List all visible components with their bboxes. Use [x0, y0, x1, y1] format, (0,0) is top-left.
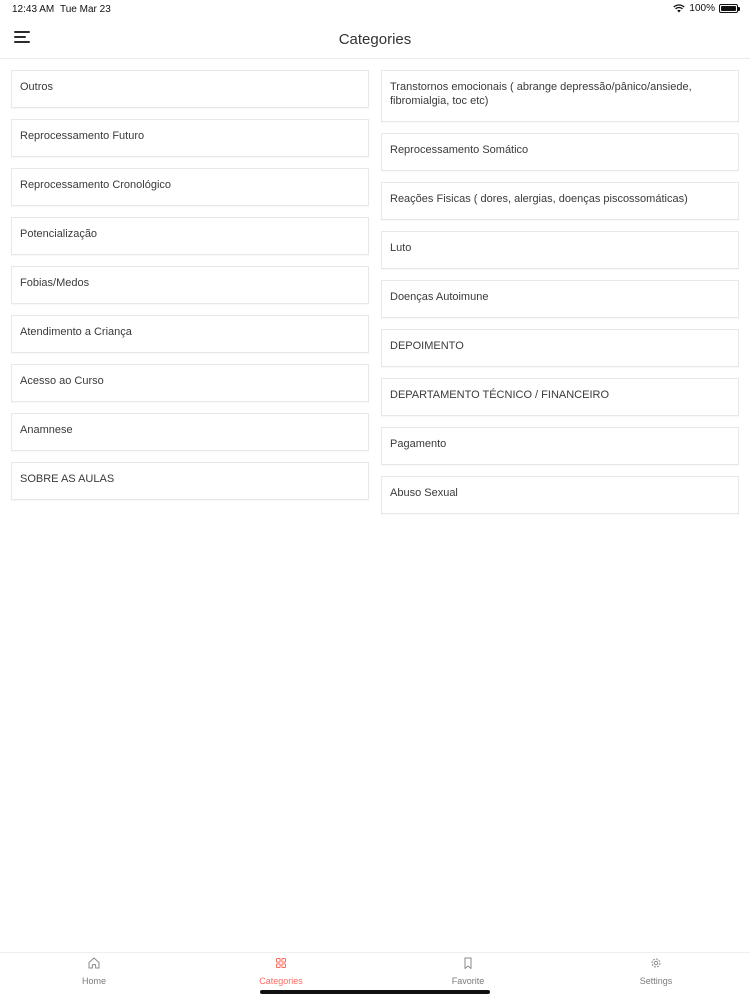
- category-column-right: [381, 70, 739, 514]
- tab-settings[interactable]: [581, 953, 731, 993]
- page-title: Categories: [338, 31, 412, 48]
- category-card[interactable]: DEPOIMENTO: [381, 329, 739, 367]
- gear-icon: [649, 956, 663, 970]
- grid-icon: [274, 956, 288, 970]
- category-card[interactable]: Luto: [381, 231, 739, 269]
- category-column-left: [11, 70, 369, 500]
- home-indicator: [260, 990, 490, 994]
- category-card[interactable]: Abuso Sexual: [381, 476, 739, 514]
- category-card[interactable]: Outros: [11, 70, 369, 108]
- home-icon: [87, 956, 101, 970]
- category-card[interactable]: Anamnese: [11, 413, 369, 451]
- category-card[interactable]: Atendimento a Criança: [11, 315, 369, 353]
- status-right: [673, 3, 738, 14]
- nav-bar: [0, 20, 750, 59]
- status-time: 12:43 AM: [12, 4, 55, 15]
- category-card[interactable]: Reprocessamento Futuro: [11, 119, 369, 157]
- category-card[interactable]: Fobias/Medos: [11, 266, 369, 304]
- category-card[interactable]: DEPARTAMENTO TÉCNICO / FINANCEIRO: [381, 378, 739, 416]
- tab-label: Home: [81, 976, 106, 986]
- status-date: Tue Mar 23: [60, 4, 111, 15]
- tab-label: Settings: [639, 976, 673, 986]
- category-card[interactable]: SOBRE AS AULAS: [11, 462, 369, 500]
- category-card[interactable]: Acesso ao Curso: [11, 364, 369, 402]
- category-card[interactable]: Pagamento: [381, 427, 739, 465]
- tab-label: Categories: [259, 976, 303, 986]
- tab-favorite[interactable]: [393, 953, 543, 993]
- tab-categories[interactable]: [206, 953, 356, 993]
- category-card[interactable]: Doenças Autoimune: [381, 280, 739, 318]
- category-card[interactable]: Reprocessamento Somático: [381, 133, 739, 171]
- battery-icon: [719, 4, 738, 13]
- wifi-icon: [673, 4, 685, 13]
- tab-home[interactable]: [19, 953, 169, 993]
- category-card[interactable]: Reações Fisicas ( dores, alergias, doenças piscossomáticas): [381, 182, 739, 220]
- category-card[interactable]: Potencialização: [11, 217, 369, 255]
- status-bar: [0, 0, 750, 20]
- bookmark-icon: [461, 956, 475, 970]
- battery-percent: 100%: [689, 3, 715, 14]
- category-card[interactable]: Reprocessamento Cronológico: [11, 168, 369, 206]
- category-card[interactable]: Transtornos emocionais ( abrange depressão/pânico/ansiede, fibromialgia, toc etc): [381, 70, 739, 122]
- tab-label: Favorite: [451, 976, 485, 986]
